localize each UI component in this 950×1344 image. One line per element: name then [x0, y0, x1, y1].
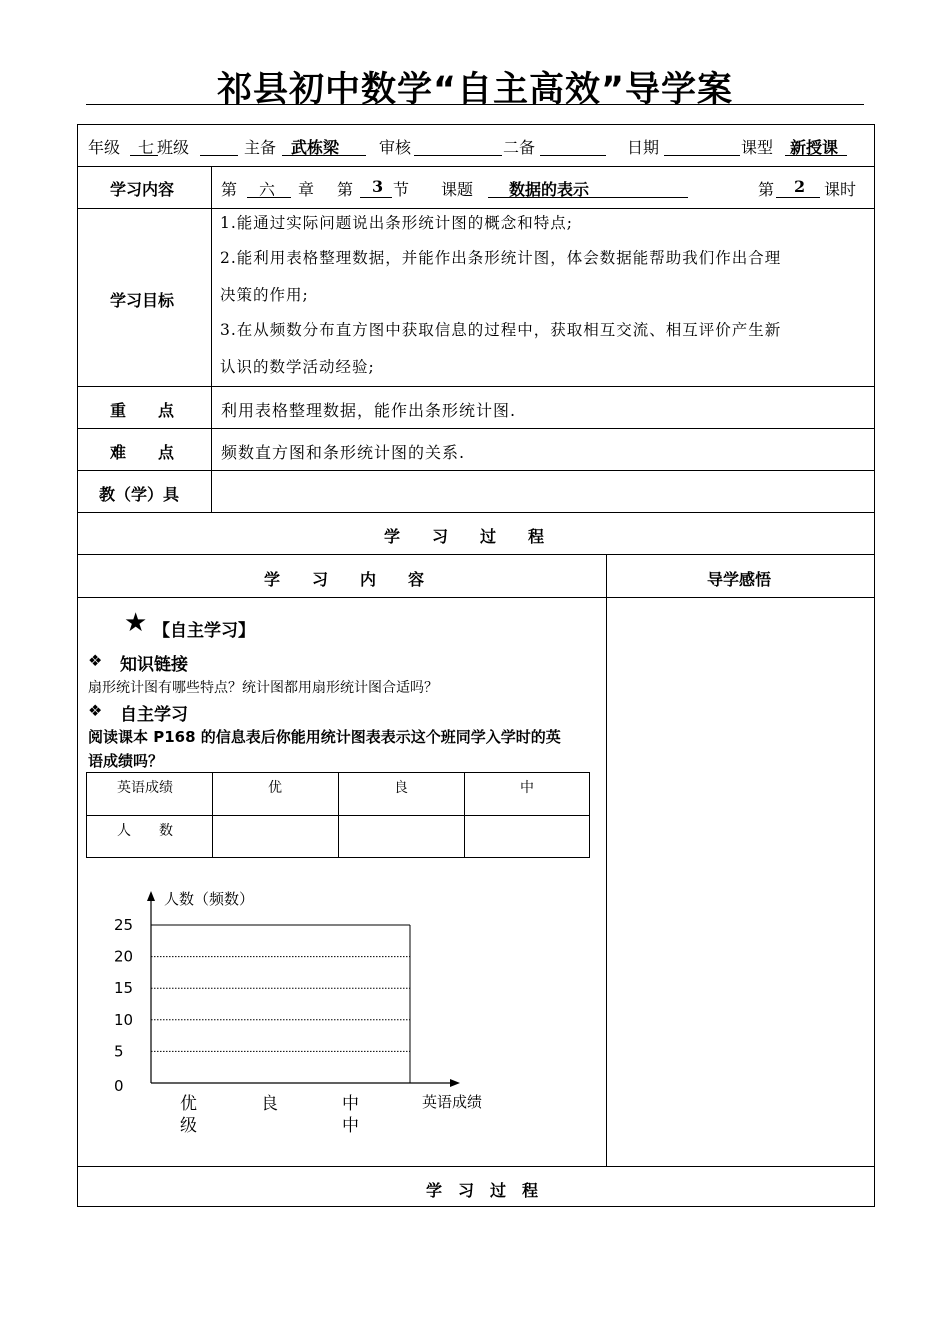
objective-line: 认识的数学活动经验;	[220, 358, 375, 376]
y-tick-label: 25	[114, 916, 134, 934]
review-label: 审核	[379, 138, 412, 157]
self-study-title: 自主学习	[120, 705, 188, 725]
y-tick-label: 20	[114, 947, 134, 966]
difficulty-label: 难 点	[110, 443, 175, 462]
study-question-line: 阅读课本 P168 的信息表后你能用统计图表表示这个班同学入学时的英	[88, 728, 561, 746]
objective-line: 3.在从频数分布直方图中获取信息的过程中，获取相互交流、相互评价产生新	[220, 321, 782, 339]
process-header: 学 习 过 程	[384, 527, 545, 546]
x-category-label: 级	[180, 1116, 197, 1136]
second-label: 二备	[503, 138, 536, 157]
section-prefix: 第	[337, 180, 354, 199]
content-label: 学习内容	[110, 180, 175, 199]
y-axis-label: 人数（频数）	[164, 890, 255, 908]
chapter-suffix: 章	[298, 180, 315, 199]
self-study-heading: 【自主学习】	[153, 621, 255, 641]
footer-process-header: 学 习 过 程	[426, 1181, 539, 1200]
section-value: 3	[372, 177, 384, 196]
x-category-label: 中	[342, 1116, 359, 1136]
difficulty-text: 频数直方图和条形统计图的关系.	[221, 443, 466, 462]
knowledge-link-text: 扇形统计图有哪些特点？统计图都用扇形统计图合适吗？	[88, 680, 438, 696]
topic-value: 数据的表示	[509, 180, 590, 199]
y-tick-label: 5	[114, 1042, 124, 1061]
date-label: 日期	[627, 138, 660, 157]
objective-line: 1.能通过实际问题说出条形统计图的概念和特点;	[220, 214, 574, 232]
score-table-header: 良	[394, 780, 408, 796]
key-point-label: 重 点	[110, 401, 175, 420]
knowledge-link-title: 知识链接	[120, 655, 188, 675]
objective-line: 决策的作用;	[220, 286, 309, 304]
period-suffix: 课时	[824, 180, 857, 199]
x-category-label: 良	[261, 1094, 278, 1114]
tools-label: 教（学）具	[99, 485, 180, 504]
chapter-prefix: 第	[221, 180, 238, 199]
content-column-header: 学 习 内 容	[264, 570, 425, 589]
key-point-text: 利用表格整理数据，能作出条形统计图.	[221, 401, 517, 420]
period-prefix: 第	[758, 180, 775, 199]
y-tick-label: 15	[114, 979, 134, 998]
chapter-value: 六	[259, 180, 276, 199]
score-table-header: 中	[520, 780, 534, 796]
score-table-header: 英语成绩	[117, 780, 173, 796]
type-value: 新授课	[790, 138, 839, 157]
y-tick-label: 0	[114, 1077, 124, 1095]
grade-label: 年级	[88, 138, 121, 157]
y-tick-label: 10	[114, 1010, 134, 1029]
section-suffix: 节	[393, 180, 410, 199]
star-icon: ★	[124, 608, 148, 638]
type-label: 课型	[741, 138, 774, 157]
class-label: 班级	[157, 138, 190, 157]
page-title: 祁县初中数学“自主高效”导学案	[216, 70, 733, 110]
objectives-label: 学习目标	[110, 291, 175, 310]
host-label: 主备	[244, 138, 277, 157]
x-category-label: 中	[342, 1094, 359, 1114]
y-axis-arrow-icon	[147, 891, 155, 901]
score-table-header: 优	[268, 780, 282, 796]
x-axis-label: 英语成绩	[422, 1093, 483, 1111]
period-value: 2	[794, 177, 806, 196]
diamond-bullet-icon: ❖	[88, 651, 103, 670]
host-value: 武栋梁	[291, 138, 340, 157]
grade-value: 七	[138, 138, 155, 157]
objective-line: 2.能利用表格整理数据，并能作出条形统计图，体会数据能帮助我们作出合理	[220, 249, 782, 267]
diamond-bullet-icon: ❖	[88, 701, 103, 720]
x-axis-arrow-icon	[450, 1079, 460, 1087]
x-category-label: 优	[180, 1094, 197, 1114]
score-table-row-label: 人 数	[117, 823, 173, 839]
topic-label: 课题	[441, 180, 474, 199]
reflection-column-header: 导学感悟	[707, 570, 772, 589]
study-question-line: 语成绩吗？	[88, 752, 164, 770]
